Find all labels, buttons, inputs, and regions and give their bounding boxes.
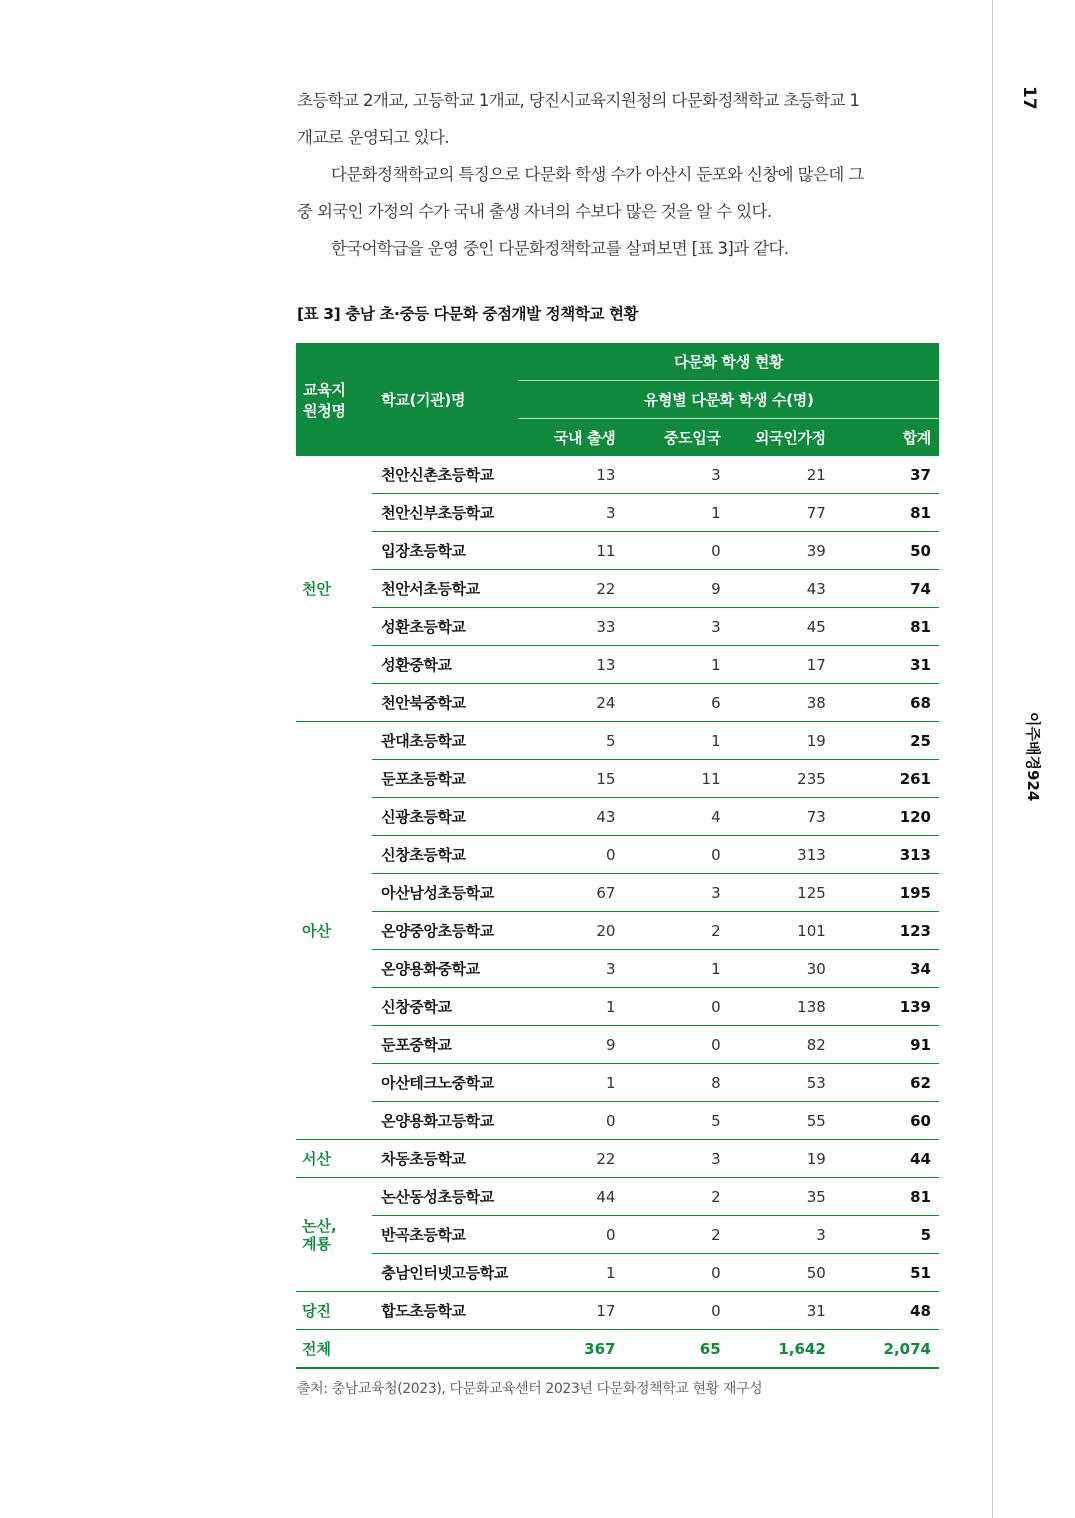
table-row	[296, 646, 939, 684]
foreign-cell: 39	[729, 532, 834, 570]
total-cell: 81	[834, 608, 939, 646]
table-row	[296, 950, 939, 988]
table-row	[296, 1178, 939, 1216]
table-row	[296, 1216, 939, 1254]
school-cell: 차동초등학교	[372, 1140, 518, 1178]
table-row	[296, 1064, 939, 1102]
page-number: 17	[1019, 86, 1039, 110]
header-total: 합계	[834, 419, 939, 457]
foreign-cell: 3	[729, 1216, 834, 1254]
school-cell: 논산동성초등학교	[372, 1178, 518, 1216]
domestic-cell: 3	[518, 950, 623, 988]
domestic-cell: 43	[518, 798, 623, 836]
school-cell: 성환중학교	[372, 646, 518, 684]
domestic-cell: 13	[518, 456, 623, 494]
domestic-cell: 0	[518, 1102, 623, 1140]
table-body	[296, 456, 939, 1368]
total-cell: 5	[834, 1216, 939, 1254]
total-cell: 62	[834, 1064, 939, 1102]
school-cell: 천안신부초등학교	[372, 494, 518, 532]
domestic-cell: 22	[518, 570, 623, 608]
text-line: 다문화정책학교의 특징으로 다문화 학생 수가 아산시 둔포와 신창에 많은데 그	[331, 165, 864, 184]
text-line: 한국어학급을 운영 중인 다문화정책학교를 살펴보면 [표 3]과 같다.	[331, 239, 789, 258]
table-row	[296, 532, 939, 570]
table-row	[296, 722, 939, 760]
domestic-cell: 0	[518, 1216, 623, 1254]
table-row	[296, 988, 939, 1026]
foreign-cell: 77	[729, 494, 834, 532]
school-cell: 합도초등학교	[372, 1292, 518, 1330]
total-cell: 31	[834, 646, 939, 684]
table-row	[296, 456, 939, 494]
midentry-cell: 2	[623, 912, 728, 950]
header-office	[296, 343, 372, 456]
text-line: 개교로 운영되고 있다.	[297, 128, 449, 147]
domestic-cell: 15	[518, 760, 623, 798]
office-cell: 논산, 계룡	[296, 1178, 372, 1292]
header-group: 다문화 학생 현황	[518, 343, 939, 381]
domestic-cell: 5	[518, 722, 623, 760]
table-row	[296, 684, 939, 722]
office-cell: 서산	[296, 1140, 372, 1178]
paragraph	[297, 230, 939, 267]
midentry-cell: 5	[623, 1102, 728, 1140]
table-row	[296, 608, 939, 646]
school-cell: 신창중학교	[372, 988, 518, 1026]
header-office-line: 교육지 원청명	[303, 380, 346, 420]
total-cell: 51	[834, 1254, 939, 1292]
table-row	[296, 1292, 939, 1330]
table-row	[296, 1026, 939, 1064]
multicultural-school-table	[296, 343, 939, 1369]
school-cell: 성환초등학교	[372, 608, 518, 646]
summary-blank	[372, 1330, 518, 1369]
total-cell: 123	[834, 912, 939, 950]
midentry-cell: 3	[623, 608, 728, 646]
school-cell: 입장초등학교	[372, 532, 518, 570]
total-cell: 37	[834, 456, 939, 494]
summary-domestic: 367	[518, 1330, 623, 1369]
midentry-cell: 1	[623, 950, 728, 988]
school-cell: 충남인터넷고등학교	[372, 1254, 518, 1292]
total-cell: 44	[834, 1140, 939, 1178]
foreign-cell: 35	[729, 1178, 834, 1216]
domestic-cell: 1	[518, 1064, 623, 1102]
foreign-cell: 235	[729, 760, 834, 798]
text-line: 중 외국인 가정의 수가 국내 출생 자녀의 수보다 많은 것을 알 수 있다.	[297, 202, 772, 221]
table-row	[296, 836, 939, 874]
midentry-cell: 8	[623, 1064, 728, 1102]
midentry-cell: 0	[623, 1026, 728, 1064]
text-line: 초등학교 2개교, 고등학교 1개교, 당진시교육지원청의 다문화정책학교 초등학교 1	[297, 91, 860, 110]
table-row	[296, 1254, 939, 1292]
table-row	[296, 912, 939, 950]
midentry-cell: 0	[623, 988, 728, 1026]
table-source: 출처: 충남교육청(2023), 다문화교육센터 2023년 다문화정책학교 현황 재구성	[297, 1381, 763, 1397]
total-cell: 34	[834, 950, 939, 988]
school-cell: 아산남성초등학교	[372, 874, 518, 912]
midentry-cell: 1	[623, 494, 728, 532]
table-row	[296, 1140, 939, 1178]
foreign-cell: 31	[729, 1292, 834, 1330]
summary-midentry: 65	[623, 1330, 728, 1369]
foreign-cell: 138	[729, 988, 834, 1026]
midentry-cell: 4	[623, 798, 728, 836]
midentry-cell: 6	[623, 684, 728, 722]
domestic-cell: 44	[518, 1178, 623, 1216]
foreign-cell: 82	[729, 1026, 834, 1064]
table-row	[296, 798, 939, 836]
total-cell: 313	[834, 836, 939, 874]
school-cell: 온양용화중학교	[372, 950, 518, 988]
foreign-cell: 30	[729, 950, 834, 988]
foreign-cell: 17	[729, 646, 834, 684]
domestic-cell: 0	[518, 836, 623, 874]
total-cell: 48	[834, 1292, 939, 1330]
foreign-cell: 55	[729, 1102, 834, 1140]
domestic-cell: 22	[518, 1140, 623, 1178]
summary-label: 전체	[296, 1330, 372, 1369]
table-row	[296, 874, 939, 912]
header-foreign: 외국인가정	[729, 419, 834, 457]
total-cell: 81	[834, 494, 939, 532]
total-cell: 261	[834, 760, 939, 798]
foreign-cell: 38	[729, 684, 834, 722]
foreign-cell: 45	[729, 608, 834, 646]
total-cell: 120	[834, 798, 939, 836]
school-cell: 아산테크노중학교	[372, 1064, 518, 1102]
paragraph	[297, 156, 939, 230]
total-cell: 25	[834, 722, 939, 760]
domestic-cell: 24	[518, 684, 623, 722]
office-cell: 천안	[296, 456, 372, 722]
table-row	[296, 494, 939, 532]
total-cell: 139	[834, 988, 939, 1026]
total-cell: 91	[834, 1026, 939, 1064]
table-row	[296, 570, 939, 608]
header-school: 학교(기관)명	[372, 343, 518, 456]
midentry-cell: 0	[623, 836, 728, 874]
summary-total: 2,074	[834, 1330, 939, 1369]
school-cell: 온양용화고등학교	[372, 1102, 518, 1140]
section-side-label: 이주배경924	[1024, 712, 1042, 802]
foreign-cell: 43	[729, 570, 834, 608]
domestic-cell: 20	[518, 912, 623, 950]
domestic-cell: 1	[518, 988, 623, 1026]
header-domestic: 국내 출생	[518, 419, 623, 457]
domestic-cell: 11	[518, 532, 623, 570]
summary-foreign: 1,642	[729, 1330, 834, 1369]
total-cell: 195	[834, 874, 939, 912]
school-cell: 천안북중학교	[372, 684, 518, 722]
page-edge-line	[992, 0, 993, 1518]
school-cell: 온양중앙초등학교	[372, 912, 518, 950]
midentry-cell: 2	[623, 1178, 728, 1216]
midentry-cell: 0	[623, 1254, 728, 1292]
total-cell: 50	[834, 532, 939, 570]
table-caption: [표 3] 충남 초·중등 다문화 중점개발 정책학교 현황	[297, 305, 639, 323]
summary-row	[296, 1330, 939, 1369]
domestic-cell: 13	[518, 646, 623, 684]
midentry-cell: 1	[623, 722, 728, 760]
total-cell: 81	[834, 1178, 939, 1216]
school-cell: 천안신촌초등학교	[372, 456, 518, 494]
foreign-cell: 125	[729, 874, 834, 912]
foreign-cell: 73	[729, 798, 834, 836]
school-cell: 천안서초등학교	[372, 570, 518, 608]
total-cell: 60	[834, 1102, 939, 1140]
midentry-cell: 0	[623, 1292, 728, 1330]
domestic-cell: 9	[518, 1026, 623, 1064]
midentry-cell: 3	[623, 874, 728, 912]
foreign-cell: 313	[729, 836, 834, 874]
midentry-cell: 9	[623, 570, 728, 608]
midentry-cell: 3	[623, 1140, 728, 1178]
midentry-cell: 11	[623, 760, 728, 798]
school-cell: 신창초등학교	[372, 836, 518, 874]
school-cell: 신광초등학교	[372, 798, 518, 836]
header-midentry: 중도입국	[623, 419, 728, 457]
paragraph	[297, 82, 939, 156]
header-subgroup: 유형별 다문화 학생 수(명)	[518, 381, 939, 419]
domestic-cell: 1	[518, 1254, 623, 1292]
school-cell: 둔포중학교	[372, 1026, 518, 1064]
domestic-cell: 33	[518, 608, 623, 646]
office-cell: 아산	[296, 722, 372, 1140]
midentry-cell: 2	[623, 1216, 728, 1254]
foreign-cell: 19	[729, 1140, 834, 1178]
domestic-cell: 3	[518, 494, 623, 532]
total-cell: 68	[834, 684, 939, 722]
midentry-cell: 0	[623, 532, 728, 570]
foreign-cell: 21	[729, 456, 834, 494]
midentry-cell: 3	[623, 456, 728, 494]
table-row	[296, 1102, 939, 1140]
school-cell: 관대초등학교	[372, 722, 518, 760]
midentry-cell: 1	[623, 646, 728, 684]
school-cell: 반곡초등학교	[372, 1216, 518, 1254]
body-text	[297, 82, 939, 267]
foreign-cell: 19	[729, 722, 834, 760]
foreign-cell: 101	[729, 912, 834, 950]
school-cell: 둔포초등학교	[372, 760, 518, 798]
office-cell: 당진	[296, 1292, 372, 1330]
foreign-cell: 53	[729, 1064, 834, 1102]
foreign-cell: 50	[729, 1254, 834, 1292]
domestic-cell: 67	[518, 874, 623, 912]
total-cell: 74	[834, 570, 939, 608]
domestic-cell: 17	[518, 1292, 623, 1330]
table-row	[296, 760, 939, 798]
